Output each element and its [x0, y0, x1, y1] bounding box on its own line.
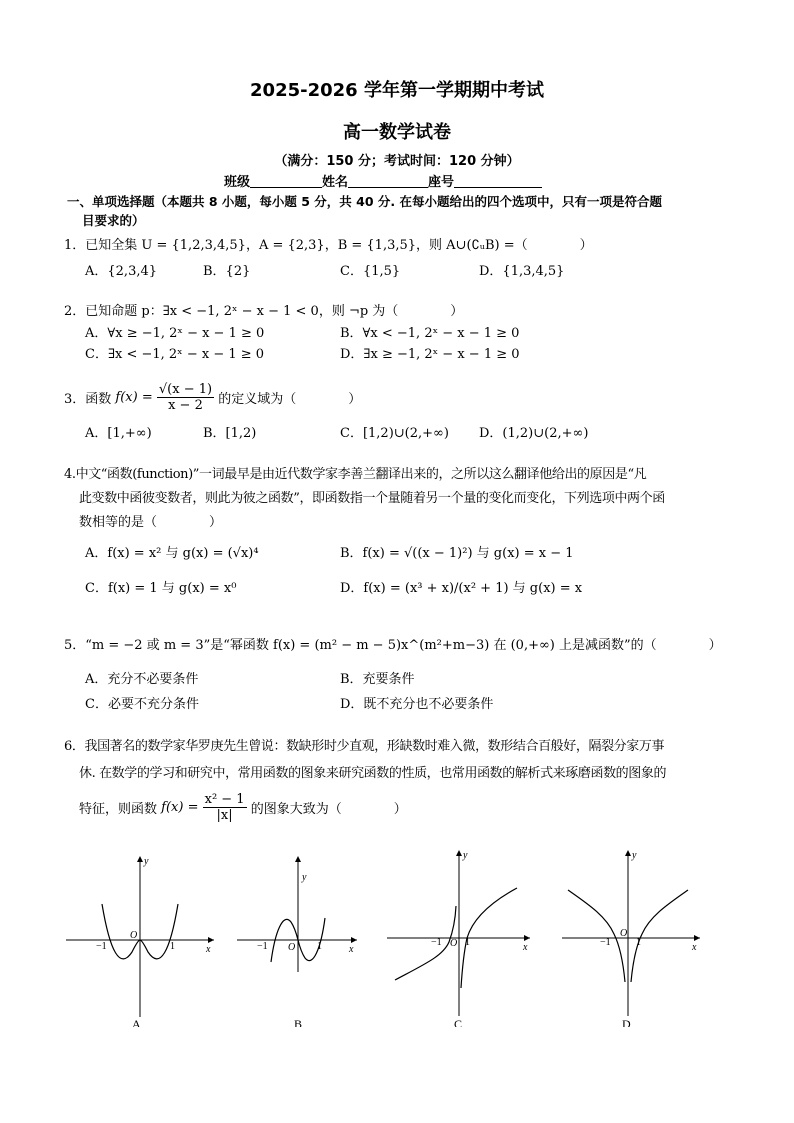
section1-heading: 一、单项选择题（本题共 8 小题，每小题 5 分，共 40 分. 在每小题给出的四个选项中，只有一项是符合题	[67, 194, 663, 209]
name-label: 姓名	[322, 175, 349, 190]
name-field[interactable]	[348, 173, 428, 188]
graph-b-tick-pos: 1	[317, 941, 322, 952]
q3-numerator: √(x − 1)	[158, 382, 213, 397]
q1-option-a[interactable]: A．{2,3,4}	[85, 264, 158, 279]
q3-option-c[interactable]: C．[1,2)∪(2,+∞)	[340, 426, 449, 441]
class-label: 班级	[224, 175, 251, 190]
q3-denominator: x − 2	[168, 398, 203, 413]
q2-option-a[interactable]: A．∀x ≥ −1, 2ˣ − x − 1 ≥ 0	[85, 326, 265, 341]
graph-d-y-label: y	[632, 850, 637, 861]
q4-stem-line3: 数相等的是（ ）	[79, 515, 223, 530]
q5-option-b[interactable]: B．充要条件	[340, 672, 415, 687]
graph-d-origin: O	[620, 928, 628, 939]
exam-title: 2025-2026 学年第一学期期中考试	[250, 80, 544, 101]
graph-b-x-label: x	[349, 944, 354, 955]
q4-option-c[interactable]: C．f(x) = 1 与 g(x) = x⁰	[85, 581, 237, 596]
q4-option-b[interactable]: B．f(x) = √((x − 1)²) 与 g(x) = x − 1	[340, 546, 574, 561]
graph-d-tick-neg: −1	[600, 937, 611, 948]
q6-fraction	[203, 792, 247, 823]
q3-option-a[interactable]: A．[1,+∞)	[85, 426, 152, 441]
exam-subtitle: 高一数学试卷	[343, 122, 451, 143]
graph-c-tick-neg: −1	[431, 937, 442, 948]
graph-c[interactable]	[385, 846, 535, 1027]
q1-stem: 1．已知全集 U = {1,2,3,4,5}，A = {2,3}，B = {1,3,5}，则 A∪(∁ᵤB) =（ ）	[64, 238, 593, 253]
q2-stem: 2．已知命题 p：∃x < −1, 2ˣ − x − 1 < 0，则 ¬p 为（ ）	[64, 304, 464, 319]
graph-b-y-label: y	[302, 872, 307, 883]
graph-a-x-label: x	[206, 944, 211, 955]
q5-option-c[interactable]: C．必要不充分条件	[85, 697, 199, 712]
q5-option-a[interactable]: A．充分不必要条件	[85, 672, 199, 687]
q3-option-b[interactable]: B．[1,2)	[203, 426, 257, 441]
q3-stem-prefix: 3．函数	[64, 392, 112, 407]
q4-stem-line1: 4.中文“函数(function)”一词最早是由近代数学家李善兰翻译出来的，之所以这么翻译他给出的原因是“凡	[64, 467, 647, 482]
seat-field[interactable]	[454, 173, 542, 188]
student-info-row	[224, 171, 542, 190]
q6-stem-suffix: 的图象大致为（ ）	[250, 802, 407, 817]
q6-stem-prefix: 特征，则函数	[79, 802, 158, 817]
q6-denominator: |x|	[216, 808, 233, 823]
q3-stem-suffix: 的定义域为（ ）	[218, 392, 362, 407]
class-field[interactable]	[250, 173, 322, 188]
q2-option-d[interactable]: D．∃x ≥ −1, 2ˣ − x − 1 ≥ 0	[340, 347, 520, 362]
q4-option-a[interactable]: A．f(x) = x² 与 g(x) = (√x)⁴	[85, 546, 259, 561]
graph-a-tick-pos: 1	[170, 941, 175, 952]
graph-c-y-label: y	[463, 850, 468, 861]
q6-stem-line1: 6．我国著名的数学家华罗庚先生曾说：数缺形时少直观，形缺数时难入微，数形结合百般好，隔裂分家万事	[64, 739, 665, 754]
graph-b-label: B	[294, 1017, 303, 1027]
q2-option-c[interactable]: C．∃x < −1, 2ˣ − x − 1 ≥ 0	[85, 347, 265, 362]
exam-info: （满分：150 分；考试时间：120 分钟）	[274, 154, 520, 169]
q5-option-d[interactable]: D．既不充分也不必要条件	[340, 697, 494, 712]
q3-func-name: f(x) =	[115, 390, 153, 405]
seat-label: 座号	[428, 175, 455, 190]
graph-b-origin: O	[288, 942, 296, 953]
graph-d-label: D	[622, 1017, 631, 1027]
graph-c-tick-pos: 1	[465, 937, 470, 948]
q4-stem-line2: 此变数中函彼变数者，则此为彼之函数”，即函数指一个量随着另一个量的变化而变化，下列选项中两个函	[79, 491, 665, 506]
q1-option-c[interactable]: C．{1,5}	[340, 264, 401, 279]
graph-b[interactable]	[235, 852, 365, 1027]
q5-stem: 5．“m = −2 或 m = 3”是“幂函数 f(x) = (m² − m − 5)x^(m²+m−3) 在 (0,+∞) 上是减函数”的（ ）	[64, 638, 722, 653]
q6-stem-line3	[79, 792, 407, 823]
q2-option-b[interactable]: B．∀x < −1, 2ˣ − x − 1 ≥ 0	[340, 326, 520, 341]
section1-heading-cont: 目要求的）	[82, 213, 145, 228]
graph-c-origin: O	[450, 938, 458, 949]
q3-option-d[interactable]: D．(1,2)∪(2,+∞)	[479, 426, 589, 441]
graph-d[interactable]	[558, 846, 708, 1027]
graph-b-tick-neg: −1	[257, 941, 268, 952]
graph-c-x-label: x	[523, 942, 528, 953]
q3-fraction	[157, 382, 214, 413]
q1-option-b[interactable]: B．{2}	[203, 264, 251, 279]
graph-a-tick-neg: −1	[96, 941, 107, 952]
graph-a-label: A	[132, 1017, 141, 1027]
graph-a-origin: O	[130, 930, 138, 941]
q6-func-name: f(x) =	[161, 800, 199, 815]
q6-stem-line2: 休. 在数学的学习和研究中，常用函数的图象来研究函数的性质，也常用函数的解析式来琢磨函数的图象的	[79, 766, 667, 781]
graph-a[interactable]	[62, 852, 222, 1027]
graph-a-y-label: y	[144, 856, 149, 867]
graph-d-tick-pos: 1	[636, 937, 641, 948]
q1-option-d[interactable]: D．{1,3,4,5}	[479, 264, 565, 279]
graph-c-label: C	[454, 1017, 463, 1027]
q3-stem	[64, 382, 361, 413]
q4-option-d[interactable]: D．f(x) = (x³ + x)/(x² + 1) 与 g(x) = x	[340, 581, 583, 596]
q6-numerator: x² − 1	[204, 792, 245, 807]
graph-d-x-label: x	[692, 942, 697, 953]
